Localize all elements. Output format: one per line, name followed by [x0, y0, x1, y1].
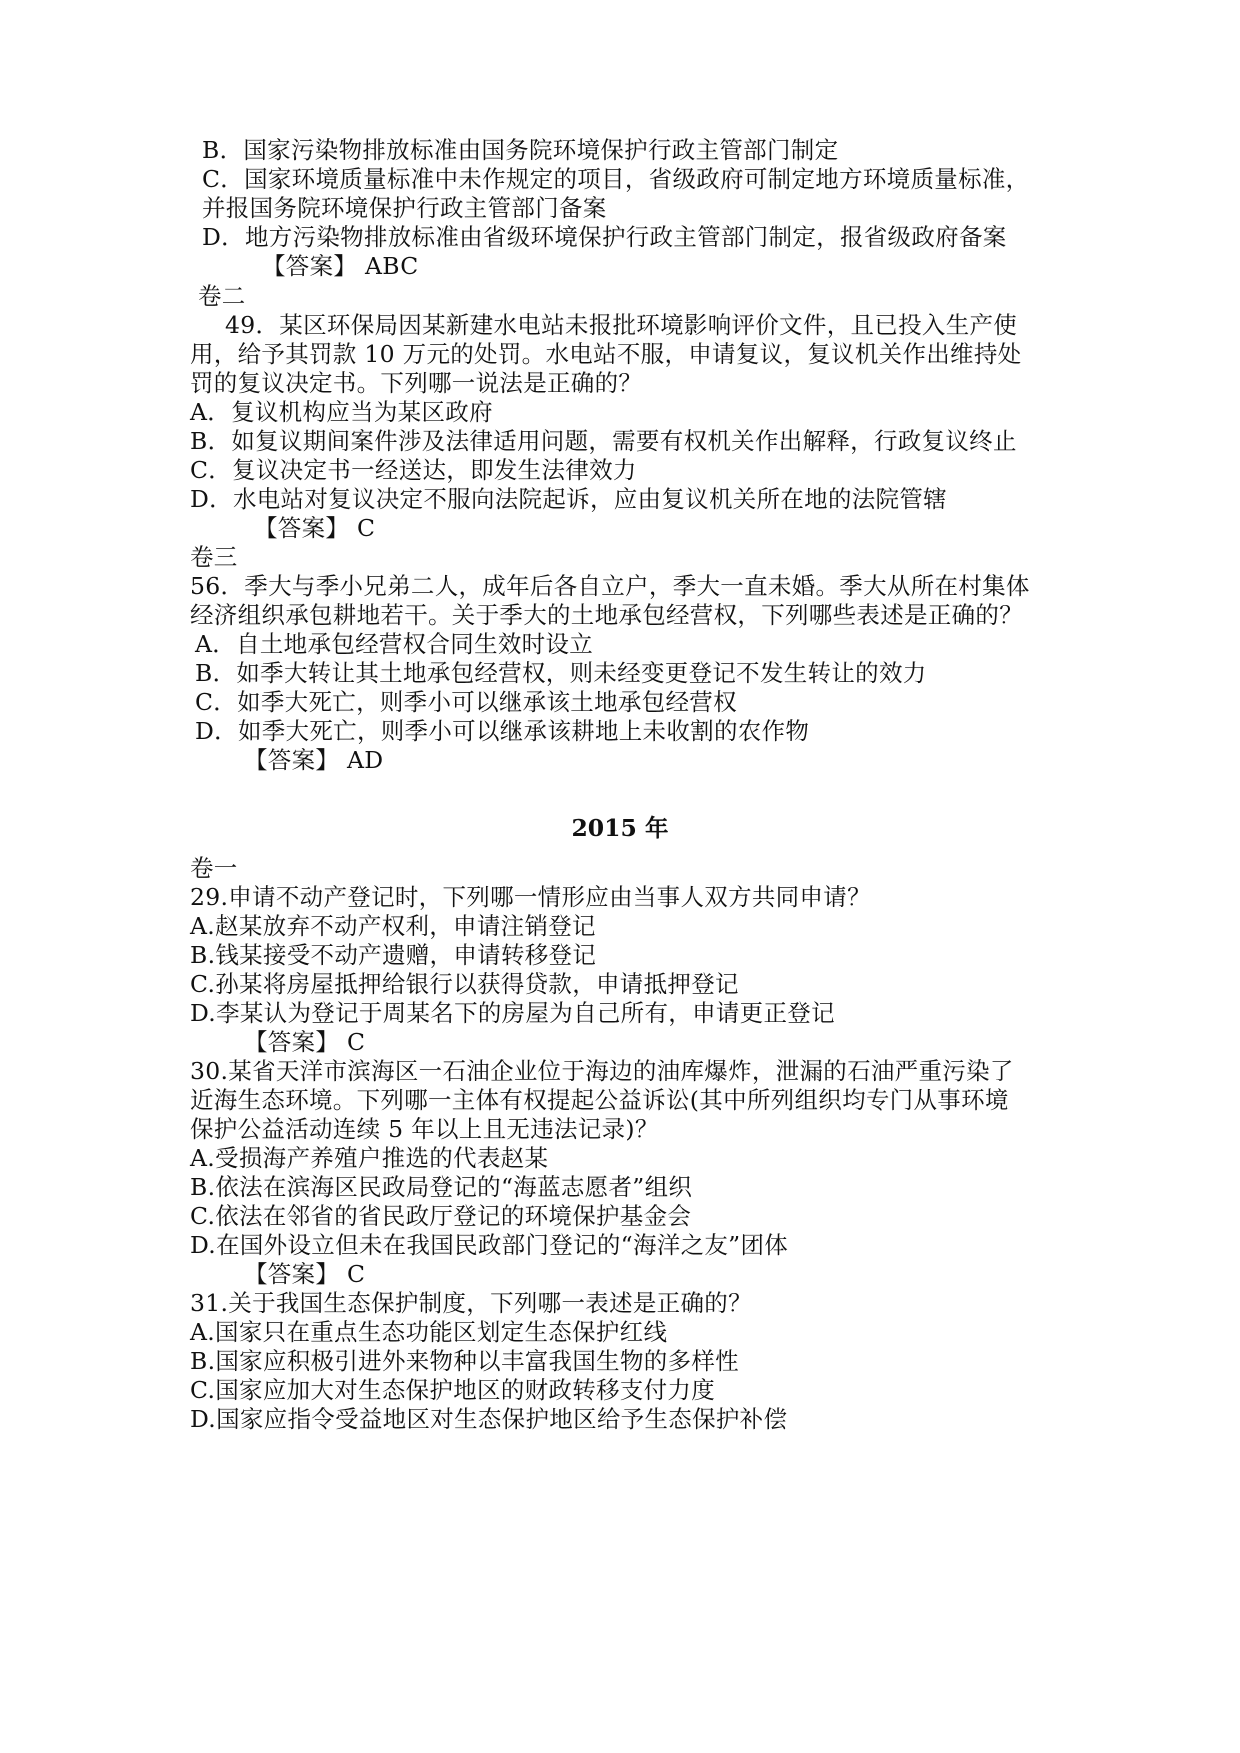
option-line: B.钱某接受不动产遗赠，申请转移登记 [190, 941, 597, 969]
section-label: 卷三 [190, 543, 238, 571]
section-label: 卷一 [190, 854, 238, 882]
option-line: D.在国外设立但未在我国民政部门登记的“海洋之友”团体 [190, 1231, 789, 1259]
option-line: C.孙某将房屋抵押给银行以获得贷款，申请抵押登记 [190, 970, 739, 998]
option-line: C．复议决定书一经送达，即发生法律效力 [190, 456, 637, 484]
question-line: 49．某区环保局因某新建水电站未报批环境影响评价文件，且已投入生产使 [225, 311, 1018, 339]
question-line: 用，给予其罚款 10 万元的处罚。水电站不服，申请复议，复议机关作出维持处 [190, 340, 1022, 368]
option-line: D．水电站对复议决定不服向法院起诉，应由复议机关所在地的法院管辖 [190, 485, 947, 513]
option-line: B.依法在滨海区民政局登记的“海蓝志愿者”组织 [190, 1173, 693, 1201]
year-heading: 2015 年 [571, 814, 669, 842]
question-line: 经济组织承包耕地若干。关于季大的土地承包经营权，下列哪些表述是正确的？ [190, 601, 1023, 629]
option-line: D.李某认为登记于周某名下的房屋为自己所有，申请更正登记 [190, 999, 835, 1027]
option-line: C．如季大死亡，则季小可以继承该土地承包经营权 [195, 688, 737, 716]
option-line: A．自土地承包经营权合同生效时设立 [195, 630, 594, 658]
option-line: C.依法在邻省的省民政厅登记的环境保护基金会 [190, 1202, 692, 1230]
question-line: 近海生态环境。下列哪一主体有权提起公益诉讼(其中所列组织均专门从事环境 [190, 1086, 1009, 1114]
option-line: A.赵某放弃不动产权利，申请注销登记 [190, 912, 596, 940]
question-line: 56．季大与季小兄弟二人，成年后各自立户，季大一直未婚。季大从所在村集体 [190, 572, 1030, 600]
answer-line: 【答案】 C [244, 1260, 366, 1288]
answer-line: 【答案】 C [254, 514, 376, 542]
option-line: B．国家污染物排放标准由国务院环境保护行政主管部门制定 [202, 136, 839, 164]
section-label: 卷二 [198, 282, 246, 310]
option-line: D.国家应指令受益地区对生态保护地区给予生态保护补偿 [190, 1405, 788, 1433]
option-line: B．如季大转让其土地承包经营权，则未经变更登记不发生转让的效力 [195, 659, 927, 687]
answer-line: 【答案】 C [244, 1028, 366, 1056]
option-line: A．复议机构应当为某区政府 [190, 398, 493, 426]
option-line: B．如复议期间案件涉及法律适用问题，需要有权机关作出解释，行政复议终止 [190, 427, 1017, 455]
question-line: 29.申请不动产登记时，下列哪一情形应由当事人双方共同申请？ [190, 883, 871, 911]
answer-line: 【答案】 AD [244, 746, 384, 774]
answer-line: 【答案】 ABC [262, 252, 419, 280]
option-line: D．如季大死亡，则季小可以继承该耕地上未收割的农作物 [195, 717, 810, 745]
option-line: B.国家应积极引进外来物种以丰富我国生物的多样性 [190, 1347, 739, 1375]
option-line: C.国家应加大对生态保护地区的财政转移支付力度 [190, 1376, 716, 1404]
option-line: A.国家只在重点生态功能区划定生态保护红线 [190, 1318, 668, 1346]
option-line: A.受损海产养殖户推选的代表赵某 [190, 1144, 549, 1172]
option-line-continued: 并报国务院环境保护行政主管部门备案 [202, 194, 607, 222]
question-line: 30.某省天洋市滨海区一石油企业位于海边的油库爆炸，泄漏的石油严重污染了 [190, 1057, 1014, 1085]
option-line: C．国家环境质量标准中未作规定的项目，省级政府可制定地方环境质量标准， [202, 165, 1030, 193]
question-line: 罚的复议决定书。下列哪一说法是正确的？ [190, 369, 643, 397]
option-line: D．地方污染物排放标准由省级环境保护行政主管部门制定，报省级政府备案 [202, 223, 1007, 251]
question-line: 保护公益活动连续 5 年以上且无违法记录)？ [190, 1115, 659, 1143]
question-line: 31.关于我国生态保护制度，下列哪一表述是正确的？ [190, 1289, 752, 1317]
